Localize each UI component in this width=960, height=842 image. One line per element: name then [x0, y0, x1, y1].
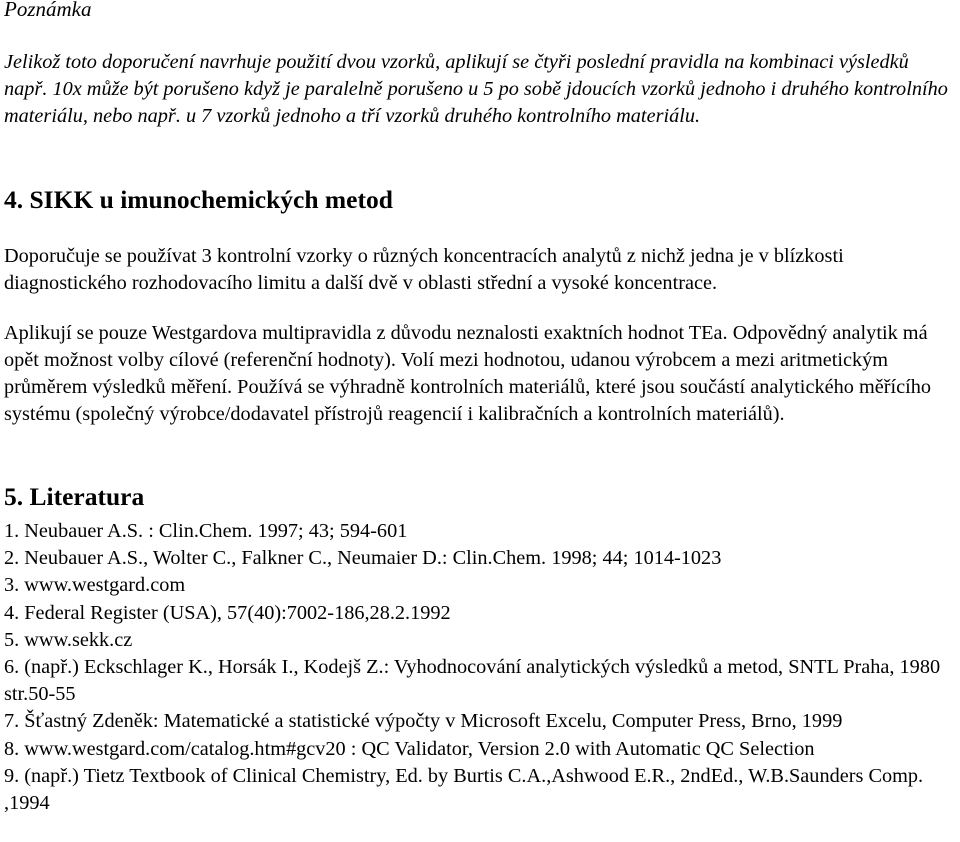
reference-item: 7. Šťastný Zdeněk: Matematické a statistické výpočty v Microsoft Excelu, Computer Press, Brno, 1999 — [4, 710, 843, 733]
reference-item: 2. Neubauer A.S., Wolter C., Falkner C., Neumaier D.: Clin.Chem. 1998; 44; 1014-1023 — [4, 547, 722, 570]
reference-item: 4. Federal Register (USA), 57(40):7002-186,28.2.1992 — [4, 601, 451, 624]
section-5-heading: 5. Literatura — [4, 482, 145, 511]
reference-item: 1. Neubauer A.S. : Clin.Chem. 1997; 43; 594-601 — [4, 520, 408, 542]
section-4-paragraph-1: Doporučuje se používat 3 kontrolní vzorky o různých koncentracích analytů z nichž jedna je v blízkosti diagnostického rozhodovacího limitu a další dvě v oblasti střední a vysoké koncentrace. — [4, 245, 844, 294]
reference-item: 3. www.westgard.com — [4, 574, 186, 597]
section-4-heading: 4. SIKK u imunochemických metod — [4, 185, 393, 214]
reference-item: 8. www.westgard.com/catalog.htm#gcv20 : QC Validator, Version 2.0 with Automatic QC Selection — [4, 737, 815, 760]
section-4-paragraph-2: Aplikují se pouze Westgardova multipravidla z důvodu neznalosti exaktních hodnot TEa. Odpovědný analytik má opět možnost volby cílové (referenční hodnoty). Volí mezi hodnotou, udanou výrobcem a mezi aritmetickým průměrem výsledků měření. Používá se výhradně kontrolních materiálů, které jsou součástí analytického měřícího systému (společný výrobce/dodavatel přístrojů reagencií i kalibračních a kontrolních materiálů). — [4, 322, 932, 425]
note-heading: Poznámka — [4, 0, 92, 21]
reference-item: 6. (např.) Eckschlager K., Horsák I., Kodejš Z.: Vyhodnocování analytických výsledků a metod, SNTL Praha, 1980 str.50-55 — [4, 656, 941, 706]
reference-item: 5. www.sekk.cz — [4, 628, 133, 651]
reference-item: 9. (např.) Tietz Textbook of Clinical Chemistry, Ed. by Burtis C.A.,Ashwood E.R., 2ndEd., W.B.Saunders Comp. ,1994 — [4, 764, 924, 815]
reference-list — [4, 518, 956, 817]
note-paragraph: Jelikož toto doporučení navrhuje použití dvou vzorků, aplikují se čtyři poslední pravidla na kombinaci výsledků např. 10x může být porušeno když je paralelně porušeno u 5 po sobě jdoucích vzorků jednoho i druhého kontrolního materiálu, nebo např. u 7 vzorků jednoho a tří vzorků druhého kontrolního materiálu. — [4, 51, 948, 127]
